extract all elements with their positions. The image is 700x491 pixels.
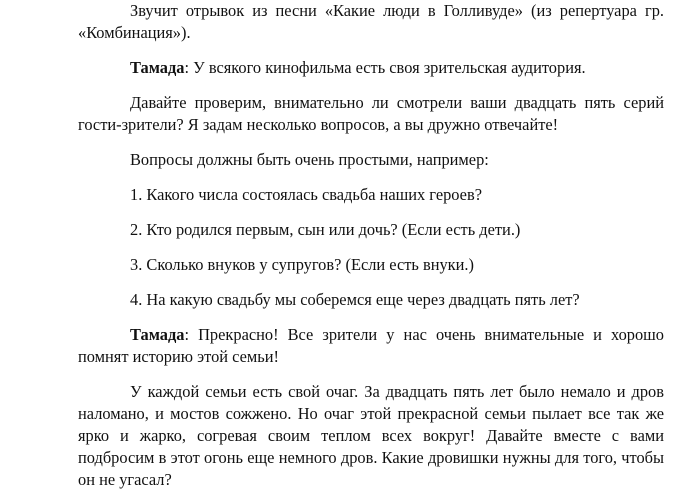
question-item: 3. Сколько внуков у супругов? (Если есть внуки.) xyxy=(130,255,474,274)
document-body xyxy=(78,0,664,491)
question-item: 1. Какого числа состоялась свадьба наших героев? xyxy=(130,185,482,204)
paragraph-toastmaster-praise xyxy=(78,324,664,368)
speaker-label: Тамада xyxy=(130,325,185,344)
paragraph-check-attention: Давайте проверим, внимательно ли смотрели ваши двадцать пять серий гости-зрители? Я задам несколько вопросов, а вы дружно отвечайте! xyxy=(78,93,664,134)
speaker-label: Тамада xyxy=(130,58,185,77)
paragraph-questions-intro: Вопросы должны быть очень простыми, например: xyxy=(130,150,489,169)
question-item: 4. На какую свадьбу мы соберемся еще через двадцать пять лет? xyxy=(130,290,580,309)
speaker-line: : Прекрасно! Все зрители у нас очень внимательные и хорошо помнят историю этой семьи! xyxy=(78,325,664,366)
question-item: 2. Кто родился первым, сын или дочь? (Если есть дети.) xyxy=(130,220,521,239)
paragraph-toastmaster-audience xyxy=(78,57,664,79)
speaker-line: : У всякого кинофильма есть своя зрительская аудитория. xyxy=(184,58,586,77)
paragraph-song-excerpt: Звучит отрывок из песни «Какие люди в Голливуде» (из репертуара гр. «Комбинация»). xyxy=(78,1,664,42)
paragraph-family-hearth: У каждой семьи есть свой очаг. За двадцать пять лет было немало и дров наломано, и мостов сожжено. Но очаг этой прекрасной семьи пылает все так же ярко и жарко, согревая своим теплом всех вокруг! Давайте вместе с вами подбросим в этот огонь еще немного дров. Какие дровишки нужны для того, чтобы он не угасал? xyxy=(78,382,664,489)
